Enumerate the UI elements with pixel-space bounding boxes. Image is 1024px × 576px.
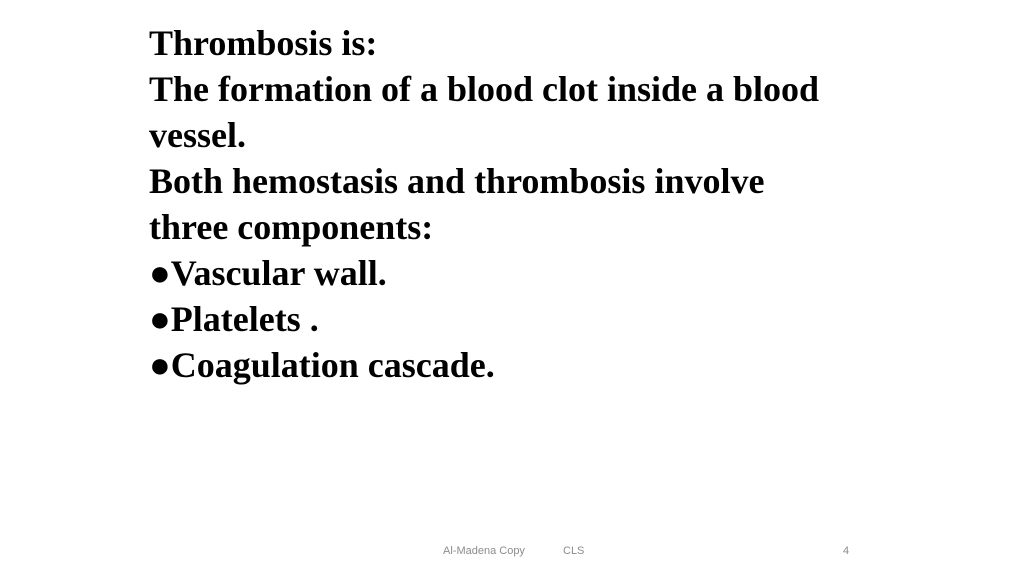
- definition-line-2: vessel.: [149, 115, 246, 155]
- footer-course: CLS: [563, 545, 585, 557]
- bullet-icon: ●: [149, 345, 171, 385]
- bullet-text: Platelets .: [170, 299, 319, 339]
- definition-line-1: The formation of a blood clot inside a blood: [149, 69, 820, 109]
- bullet-text: Coagulation cascade.: [170, 345, 495, 385]
- bullet-vascular-wall: [149, 250, 909, 296]
- bullet-icon: ●: [149, 299, 171, 339]
- bullet-platelets: [149, 296, 909, 342]
- components-line-2: three components:: [149, 207, 434, 247]
- heading: Thrombosis is:: [149, 23, 378, 63]
- bullet-coagulation-cascade: [149, 342, 909, 388]
- footer-source: Al-Madena Copy: [443, 545, 525, 557]
- bullet-icon: ●: [149, 253, 171, 293]
- slide-body: [149, 20, 909, 388]
- footer-page-number: 4: [843, 545, 850, 557]
- components-line-1: Both hemostasis and thrombosis involve: [149, 161, 765, 201]
- bullet-text: Vascular wall.: [170, 253, 387, 293]
